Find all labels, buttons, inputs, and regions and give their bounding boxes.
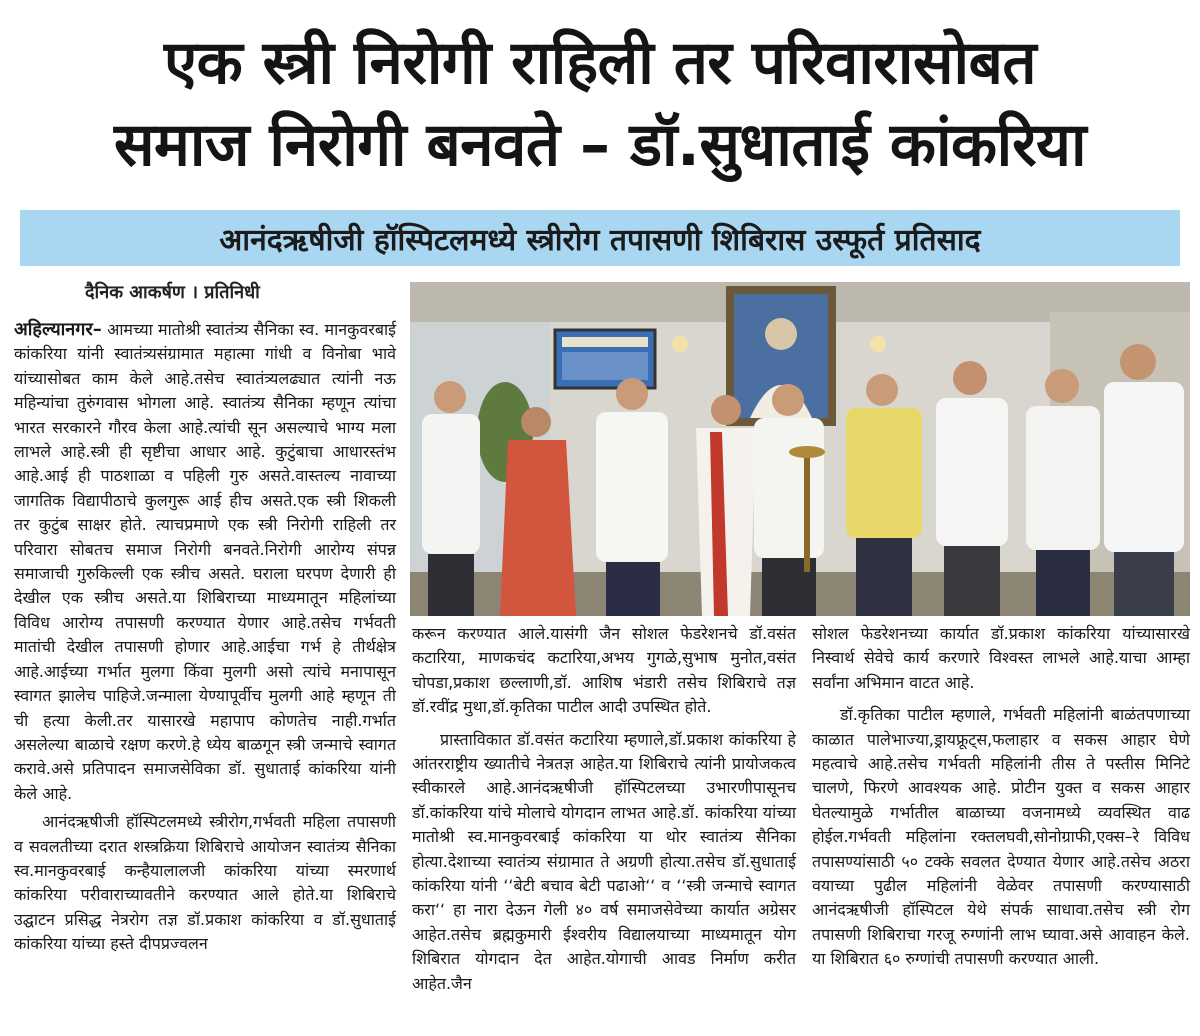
headline-line-1: एक स्त्री निरोगी राहिली तर परिवारासोबत xyxy=(163,28,1037,98)
paragraph-text: आमच्या मातोश्री स्वातंत्र्य सैनिका स्व. मानकुवरबाई कांकरिया यांनी स्वातंत्र्यसंग्रामात महात्मा गांधी व विनोबा भावे यांच्यासोबत काम केले आहे.तसेच स्वातंत्र्यलढ्यात त्यांनी नऊ महिन्यांचा तुरुंगवास भोगला आहे. स्वातंत्र्य सैनिका म्हणून त्यांचा भारत सरकारने गौरव केला आहे.त्यांची सून असल्याचे भाग्य मला लाभले आहे.स्त्री ही सृष्टीचा आधार आहे. कुटुंबाचा आधारस्तंभ आहे.आई ही पाठशाळा व पहिली गुरु असते.वास्तल्य नावाच्या जागतिक विद्यापीठाचे कुलगुरू आई हीच असते.एक स्त्री शिकली तर कुटुंब साक्षर होते. त्याचप्रमाणे एक स्त्री निरोगी राहिली तर परिवारा सोबतच समाज निरोगी बनवते.निरोगी आरोग्य संपन्न समाजाची गुरुकिल्ली एक स्त्रीच असते. घराला घरपण देणारी ही देखील एक स्त्रीच असते.या शिबिराच्या माध्यमातून महिलांच्या विविध आरोग्य तपासणी करण्यात येणार आहे.तसेच गर्भवती मातांची देखील तपासणी होणार आहे.आईचा गर्भ हे तीर्थक्षेत्र आहे.आईच्या गर्भात मुलगा किंवा मुलगी असो त्यांचे मनापासून स्वागत झालेच पाहिजे.जन्माला येण्यापूर्वीच मुलगी आहे म्हणून ती ची हत्या केली.तर यासारखे महापाप कोणतेच नाही.गर्भात असलेल्या बाळाचे रक्षण करणे.हे ध्येय बाळगून स्त्री जन्माचे स्वागत करावे.असे प्रतिपादन समाजसेविका डॉ. सुधाताई कांकरिया यांनी केले आहे. xyxy=(14,320,396,803)
event-photo xyxy=(410,282,1190,616)
paragraph: डॉ.कृतिका पाटील म्हणाले, गर्भवती महिलांनी बाळंतपणाच्या काळात पालेभाज्या,ड्रायफ्रूट्स,फलाहार व सकस आहार घेणे महत्वाचे आहे.तसेच गर्भवती महिलांनी तीस ते पस्तीस मिनिटे चालणे, फिरणे आवश्यक आहे. प्रोटीन युक्त व सकस आहार घेतल्यामुळे गर्भातील बाळाच्या वजनामध्ये व्यवस्थित वाढ होईल.गर्भवती महिलांना रक्तलघवी,सोनोग्राफी,एक्स–रे विविध तपासण्यांसाठी ५० टक्के सवलत देण्यात येणार आहे.तसेच अठरा वयाच्या पुढील महिलांनी वेळेवर तपासणी करण्यासाठी आनंदऋषीजी हॉस्पिटल येथे संपर्क साधावा.तसेच स्त्री रोग तपासणी शिबिराचा गरजू रुग्णांनी लाभ घ्यावा.असे आवाहन केले. या शिबिरात ६० रुग्णांची तपासणी करण्यात आली. xyxy=(812,705,1190,969)
headline-line-2: समाज निरोगी बनवते – डॉ.सुधाताई कांकरिया xyxy=(113,110,1087,180)
paragraph: प्रास्ताविकात डॉ.वसंत कटारिया म्हणाले,डॉ.प्रकाश कांकरिया हे आंतरराष्ट्रीय ख्यातीचे नेत्रतज्ञ आहेत.या शिबिराचे त्यांनी प्रायोजकत्व स्वीकारले आहे.आनंदऋषीजी हॉस्पिटलच्या उभारणीपासूनच डॉ.कांकरिया यांचे मोलाचे योगदान लाभत आहे.डॉ. कांकरिया यांच्या मातोश्री स्व.मानकुवरबाई कांकरिया या थोर स्वातंत्र्य सैनिका होत्या.देशाच्या स्वातंत्र्य संग्रामात ते अग्रणी होत्या.तसेच डॉ.सुधाताई कांकरिया यांनी ‘‘बेटी बचाव बेटी पढाओ‘‘ व ‘‘स्त्री जन्माचे स्वागत करा‘‘ हा नारा देऊन गेली ४० वर्ष समाजसेवेच्या कार्यात अग्रेसर आहेत.तसेच ब्रह्मकुमारी ईश्वरीय विद्यालयाच्या माध्यमातून योग शिबिरात योगदान देत आहेत.योगाची आवड निर्माण करीत आहेत.जैन xyxy=(412,729,796,993)
subheadline: आनंदऋषीजी हॉस्पिटलमध्ये स्त्रीरोग तपासणी शिबिरास उस्फूर्त प्रतिसाद xyxy=(219,222,981,258)
event-photo-illustration xyxy=(410,282,1190,616)
paragraph: सोशल फेडरेशनच्या कार्यात डॉ.प्रकाश कांकरिया यांच्यासारखे निस्वार्थ सेवेचे कार्य करणारे विश्वस्त लाभले आहे.याचा आम्हा सर्वांना अभिमान वाटत आहे. xyxy=(812,624,1190,692)
article-column-1 xyxy=(14,318,396,957)
headline xyxy=(0,22,1200,186)
subheadline-banner xyxy=(20,210,1180,266)
paragraph xyxy=(14,318,396,806)
byline: दैनिक आकर्षण । प्रतिनिधी xyxy=(85,282,260,303)
paragraph: करून करण्यात आले.यासंगी जैन सोशल फेडरेशनचे डॉ.वसंत कटारिया, माणकचंद कटारिया,अभय गुगळे,सुभाष मुनोत,वसंत चोपडा,प्रकाश छल्लाणी,डॉ. आशिष भंडारी तसेच शिबिराचे तज्ञ डॉ.रवींद्र मुथा,डॉ.कृतिका पाटील आदी उपस्थित होते. xyxy=(412,624,796,717)
paragraph: आनंदऋषीजी हॉस्पिटलमध्ये स्त्रीरोग,गर्भवती महिला तपासणी व सवलतीच्या दरात शस्त्रक्रिया शिबिराचे आयोजन स्वातंत्र्य सैनिका स्व.मानकुवरबाई कन्हैयालालजी कांकरिया यांच्या स्मरणार्थ कांकरिया परीवाराच्यावतीने करण्यात आले होते.या शिबिराचे उद्घाटन प्रसिद्ध नेत्ररोग तज्ञ डॉ.प्रकाश कांकरिया व डॉ.सुधाताई कांकरिया यांच्या हस्ते दीपप्रज्वलन xyxy=(14,812,396,954)
dateline: अहिल्यानगर– xyxy=(14,319,102,340)
article-column-3 xyxy=(812,622,1190,972)
article-column-2 xyxy=(412,622,796,996)
